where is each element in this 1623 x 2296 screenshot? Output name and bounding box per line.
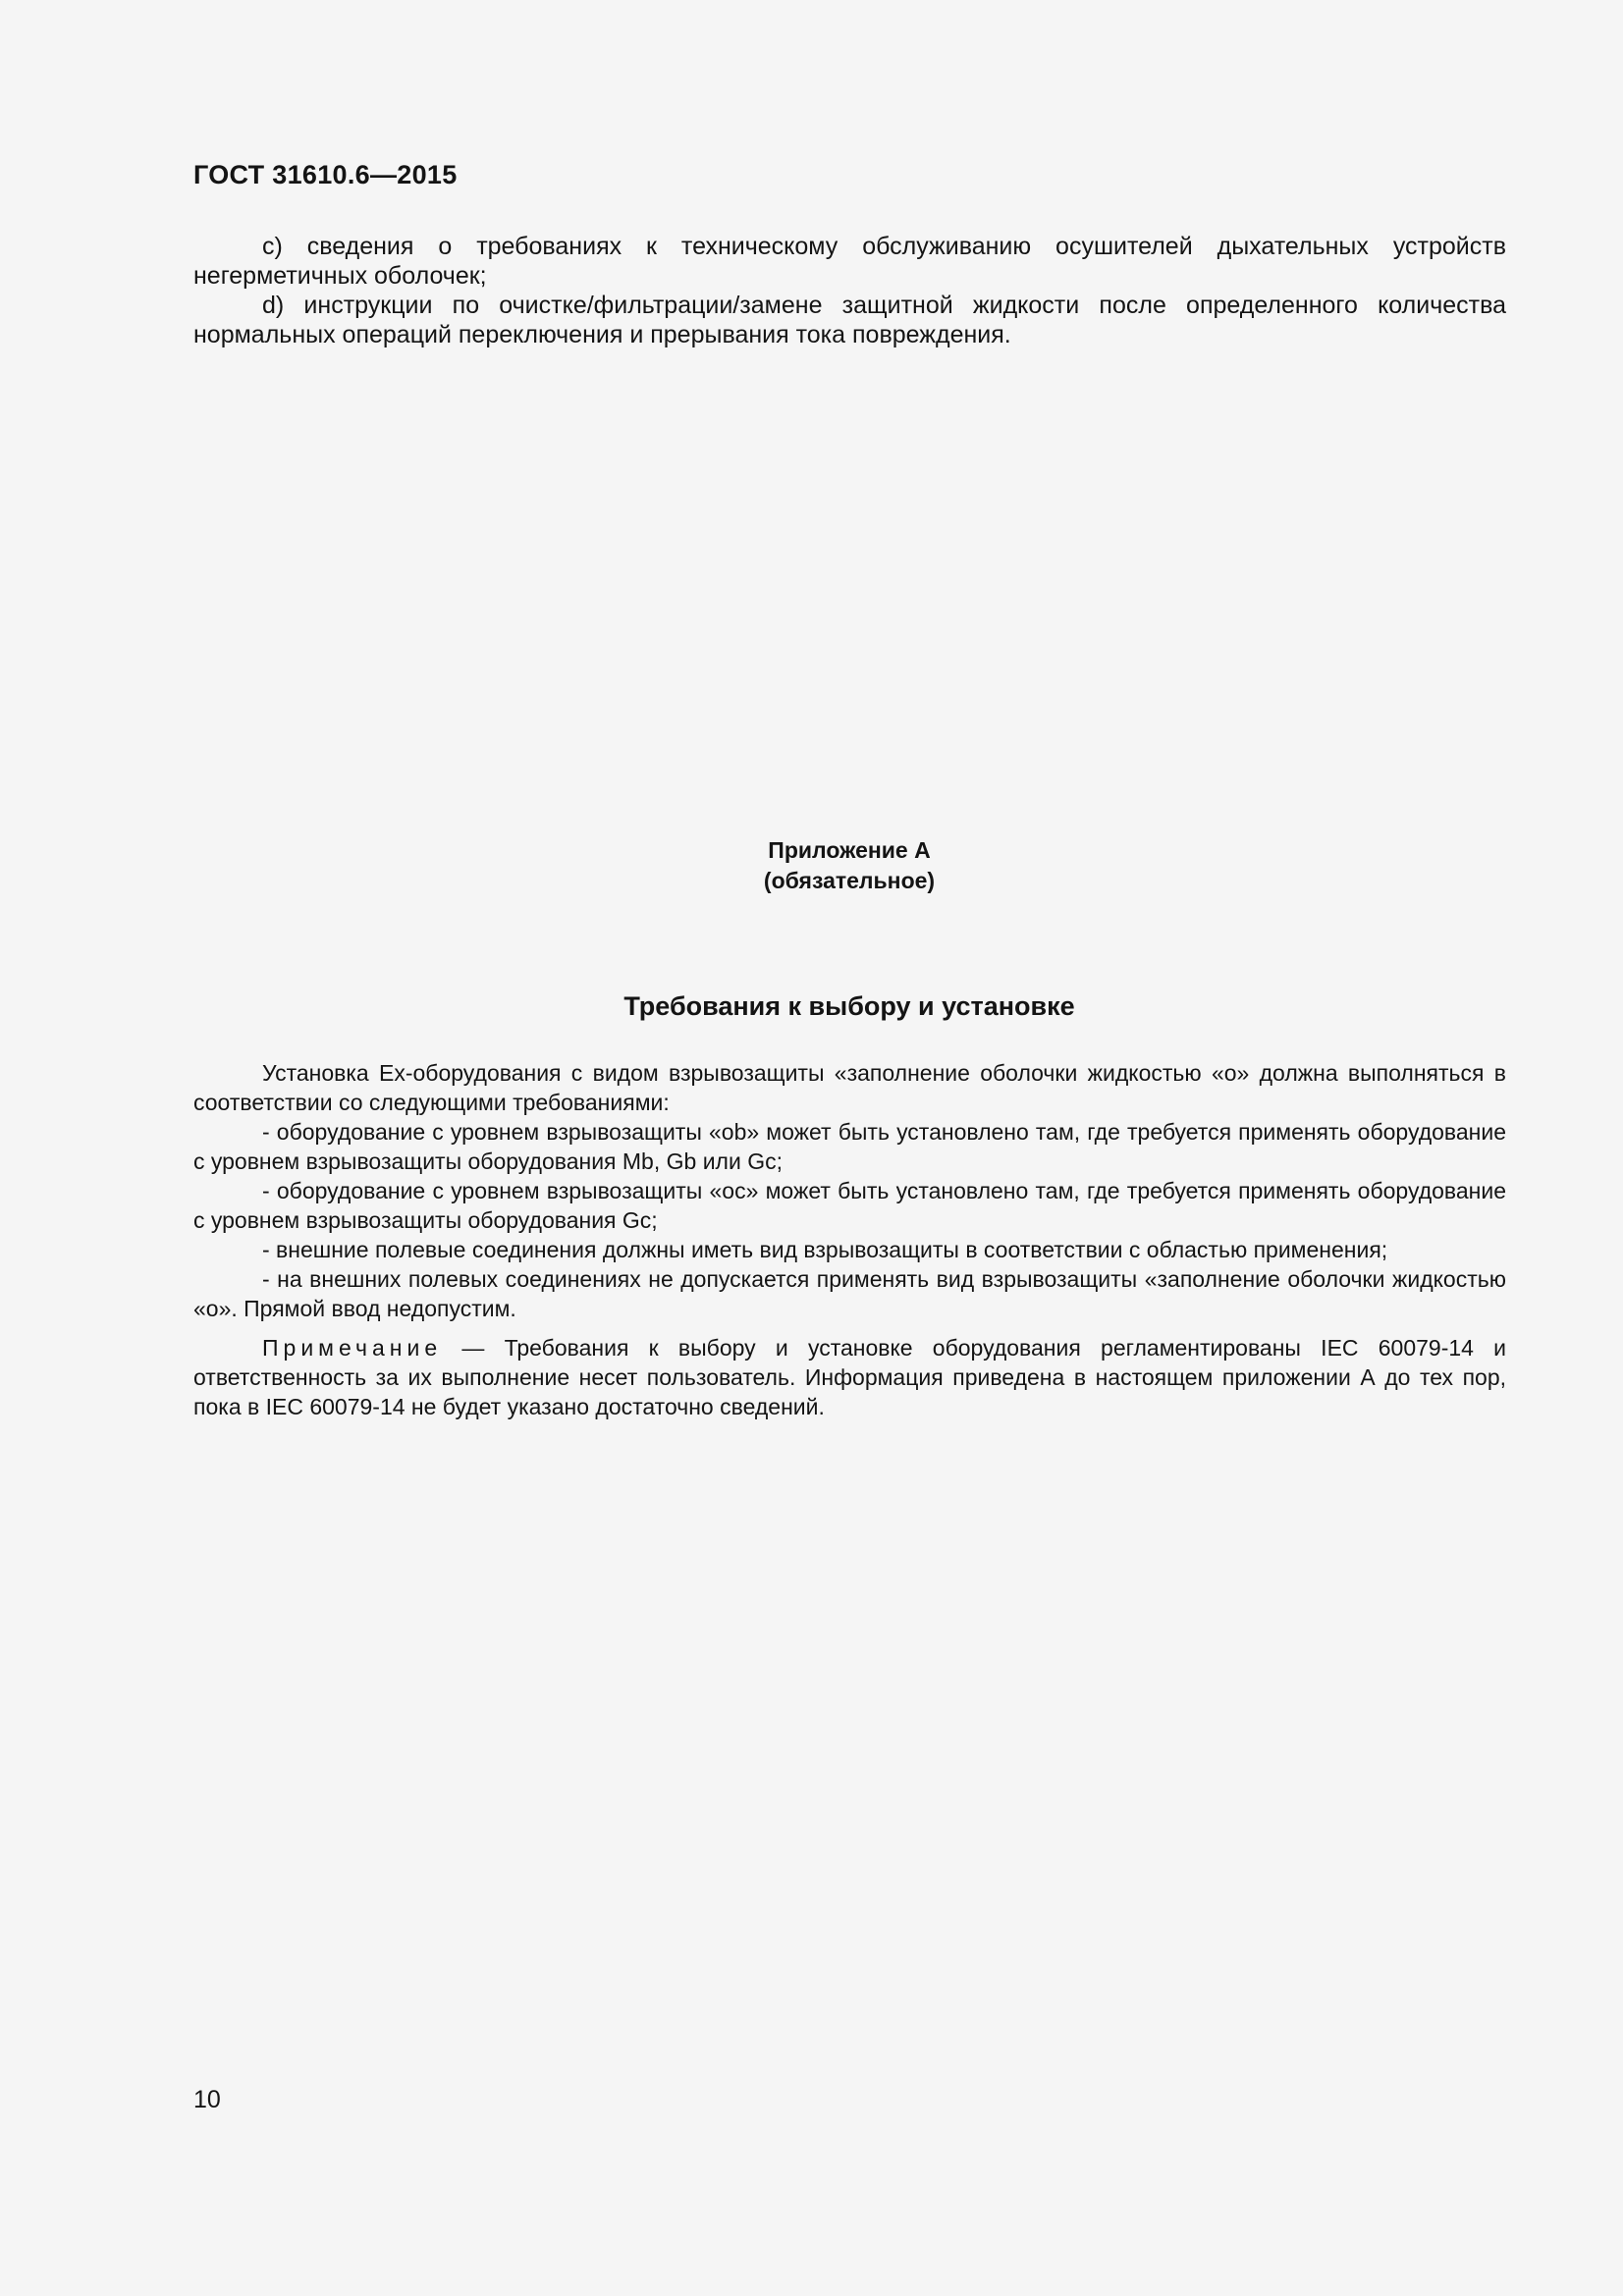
appendix-heading xyxy=(0,835,1623,896)
appendix-status: (обязательное) xyxy=(763,868,936,893)
document-header: ГОСТ 31610.6—2015 xyxy=(193,160,458,189)
section-body xyxy=(193,1058,1506,1421)
requirement-item: - внешние полевые соединения должны иметь вид взрывозащиты в соответствии с областью применения; xyxy=(262,1237,1388,1262)
note-label: Примечание xyxy=(262,1335,443,1361)
list-item-d: d) инструкции по очистке/фильтрации/замене защитной жидкости после определенного количества нормальных операций переключения и прерывания тока повреждения. xyxy=(193,292,1506,348)
requirement-item: - на внешних полевых соединениях не допускается применять вид взрывозащиты «заполнение оболочки жидкостью «о». Прямой ввод недопустим. xyxy=(193,1266,1506,1321)
intro-paragraph: Установка Ex-оборудования с видом взрывозащиты «заполнение оболочки жидкостью «о» должна выполняться в соответствии со следующими требованиями: xyxy=(193,1060,1506,1115)
note-text: — Требования к выбору и установке оборудования регламентированы IEC 60079-14 и ответственность за их выполнение несет пользователь. Информация приведена в настоящем приложении А до тех пор, пока в IEC 60079-14 не будет указано достаточно сведений. xyxy=(193,1335,1507,1419)
requirement-item: - оборудование с уровнем взрывозащиты «ob» может быть установлено там, где требуется применять оборудование с уровнем взрывозащиты оборудования Mb, Gb или Gc; xyxy=(193,1119,1506,1174)
appendix-title: Приложение А xyxy=(768,837,931,863)
note-paragraph xyxy=(193,1333,1506,1421)
top-section xyxy=(193,232,1506,349)
requirement-item: - оборудование с уровнем взрывозащиты «oc» может быть установлено там, где требуется применять оборудование с уровнем взрывозащиты оборудования Gc; xyxy=(193,1178,1506,1233)
section-title: Требования к выбору и установке xyxy=(623,991,1075,1021)
list-item-c: c) сведения о требованиях к техническому обслуживанию осушителей дыхательных устройств негерметичных оболочек; xyxy=(193,233,1506,290)
page-number: 10 xyxy=(193,2086,221,2113)
